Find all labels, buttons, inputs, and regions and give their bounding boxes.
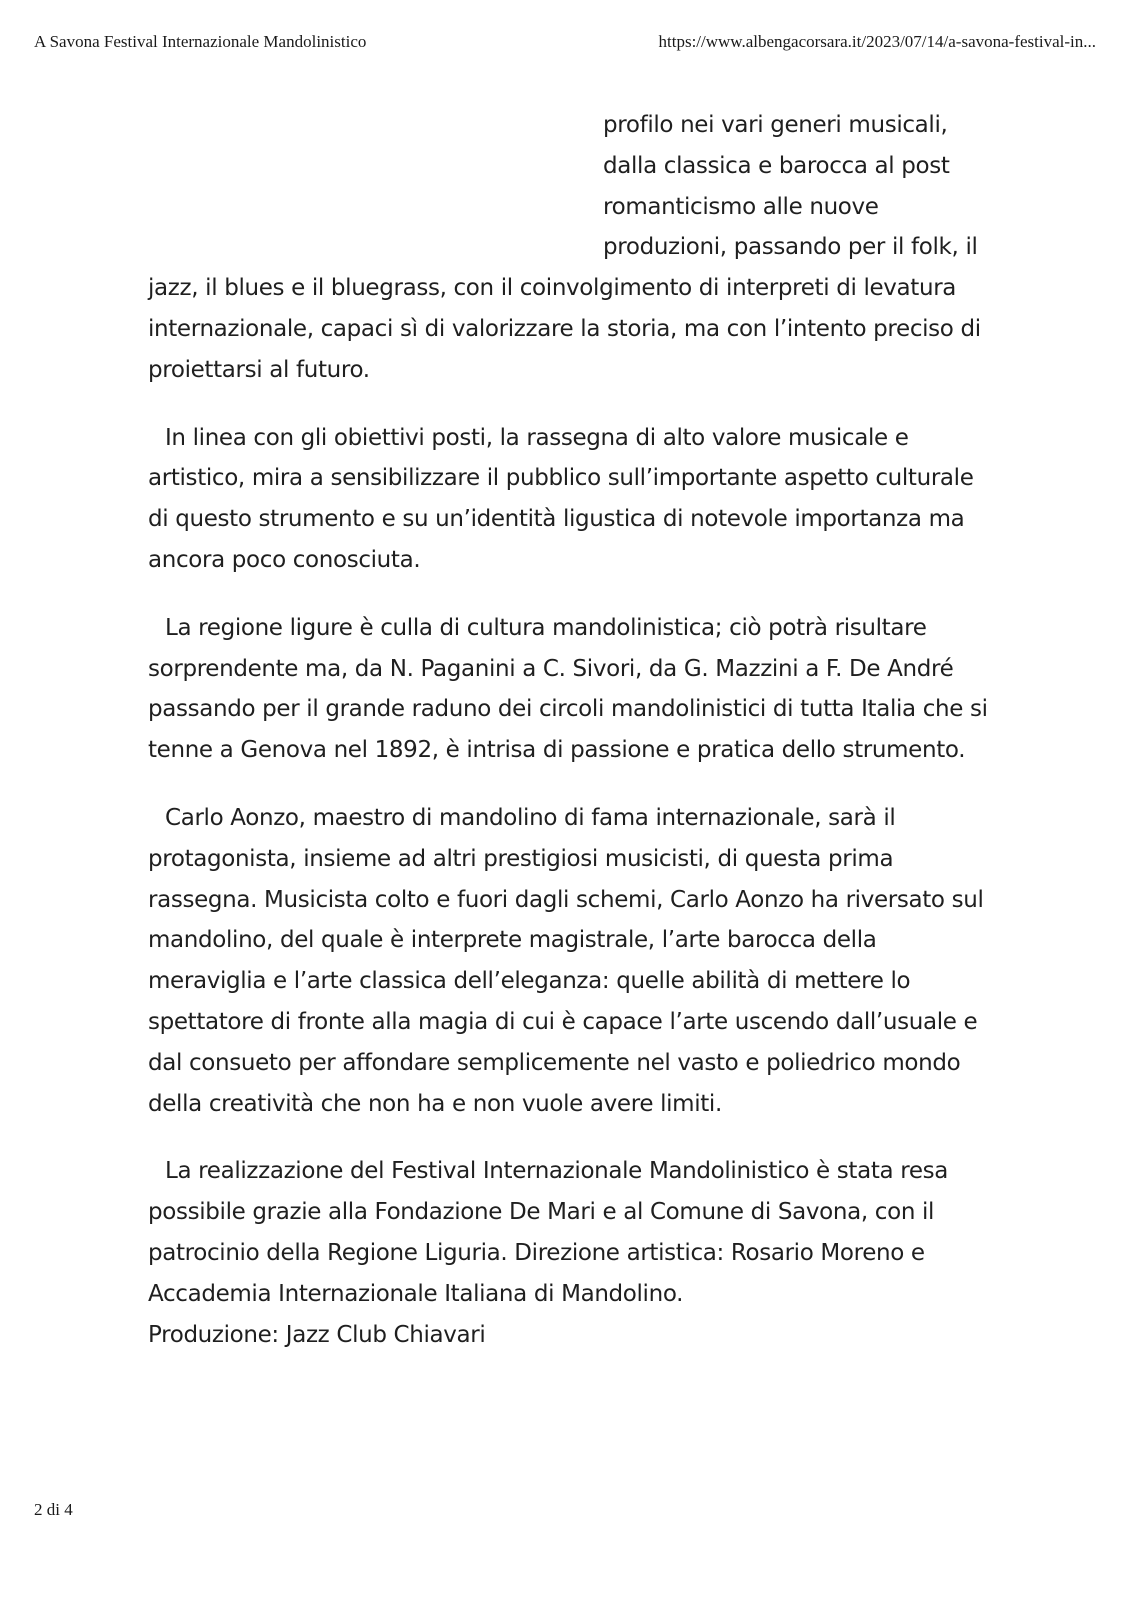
article-paragraph — [148, 608, 988, 771]
paragraph-text: La regione ligure è culla di cultura mandolinistica; ciò potrà risultare sorprendente ma, da N. Paganini a C. Sivori, da G. Mazzini a F. De André passando per il grande raduno dei circoli mandolinistici di tutta Italia che si tenne a Genova nel 1892, è intrisa di passione e pratica dello strumento. — [148, 614, 988, 764]
production-credit: Produzione: Jazz Club Chiavari — [148, 1321, 486, 1348]
article-body — [148, 105, 988, 1355]
print-header — [34, 32, 1096, 56]
page-indicator: 2 di 4 — [34, 1500, 73, 1519]
image-placeholder — [148, 105, 603, 268]
article-paragraph — [148, 1151, 988, 1355]
paragraph-text: profilo nei vari generi musicali, dalla classica e barocca al post romanticismo alle nuove produzioni, passando per il folk, il jazz, il blues e il bluegrass, con il coinvolgimento di interpreti di levatura internazionale, capaci sì di valorizzare la storia, ma con l’intento preciso di proiettarsi al futuro. — [148, 112, 981, 383]
article-paragraph — [148, 798, 988, 1124]
paragraph-text: La realizzazione del Festival Internazionale Mandolinistico è stata resa possibile grazie alla Fondazione De Mari e al Comune di Savona, con il patrocinio della Regione Liguria. Direzione artistica: Rosario Moreno e Accademia Internazionale Italiana di Mandolino. — [148, 1158, 949, 1307]
page-url[interactable]: https://www.albengacorsara.it/2023/07/14/a-savona-festival-in... — [658, 32, 1096, 51]
page-title: A Savona Festival Internazionale Mandolinistico — [34, 32, 367, 51]
paragraph-text: In linea con gli obiettivi posti, la rassegna di alto valore musicale e artistico, mira a sensibilizzare il pubblico sull’importante aspetto culturale di questo strumento e su un’identità ligustica di notevole importanza ma ancora poco conosciuta. — [148, 424, 974, 573]
article-paragraph — [148, 418, 988, 581]
paragraph-text: Carlo Aonzo, maestro di mandolino di fama internazionale, sarà il protagonista, insieme ad altri prestigiosi musicisti, di questa prima rassegna. Musicista colto e fuori dagli schemi, Carlo Aonzo ha riversato sul mandolino, del quale è interprete magistrale, l’arte barocca della meraviglia e l’arte classica dell’eleganza: quelle abilità di mettere lo spettatore di fronte alla magia di cui è capace l’arte uscendo dall’usuale e dal consueto per affondare semplicemente nel vasto e poliedrico mondo della creatività che non ha e non vuole avere limiti. — [148, 804, 984, 1117]
